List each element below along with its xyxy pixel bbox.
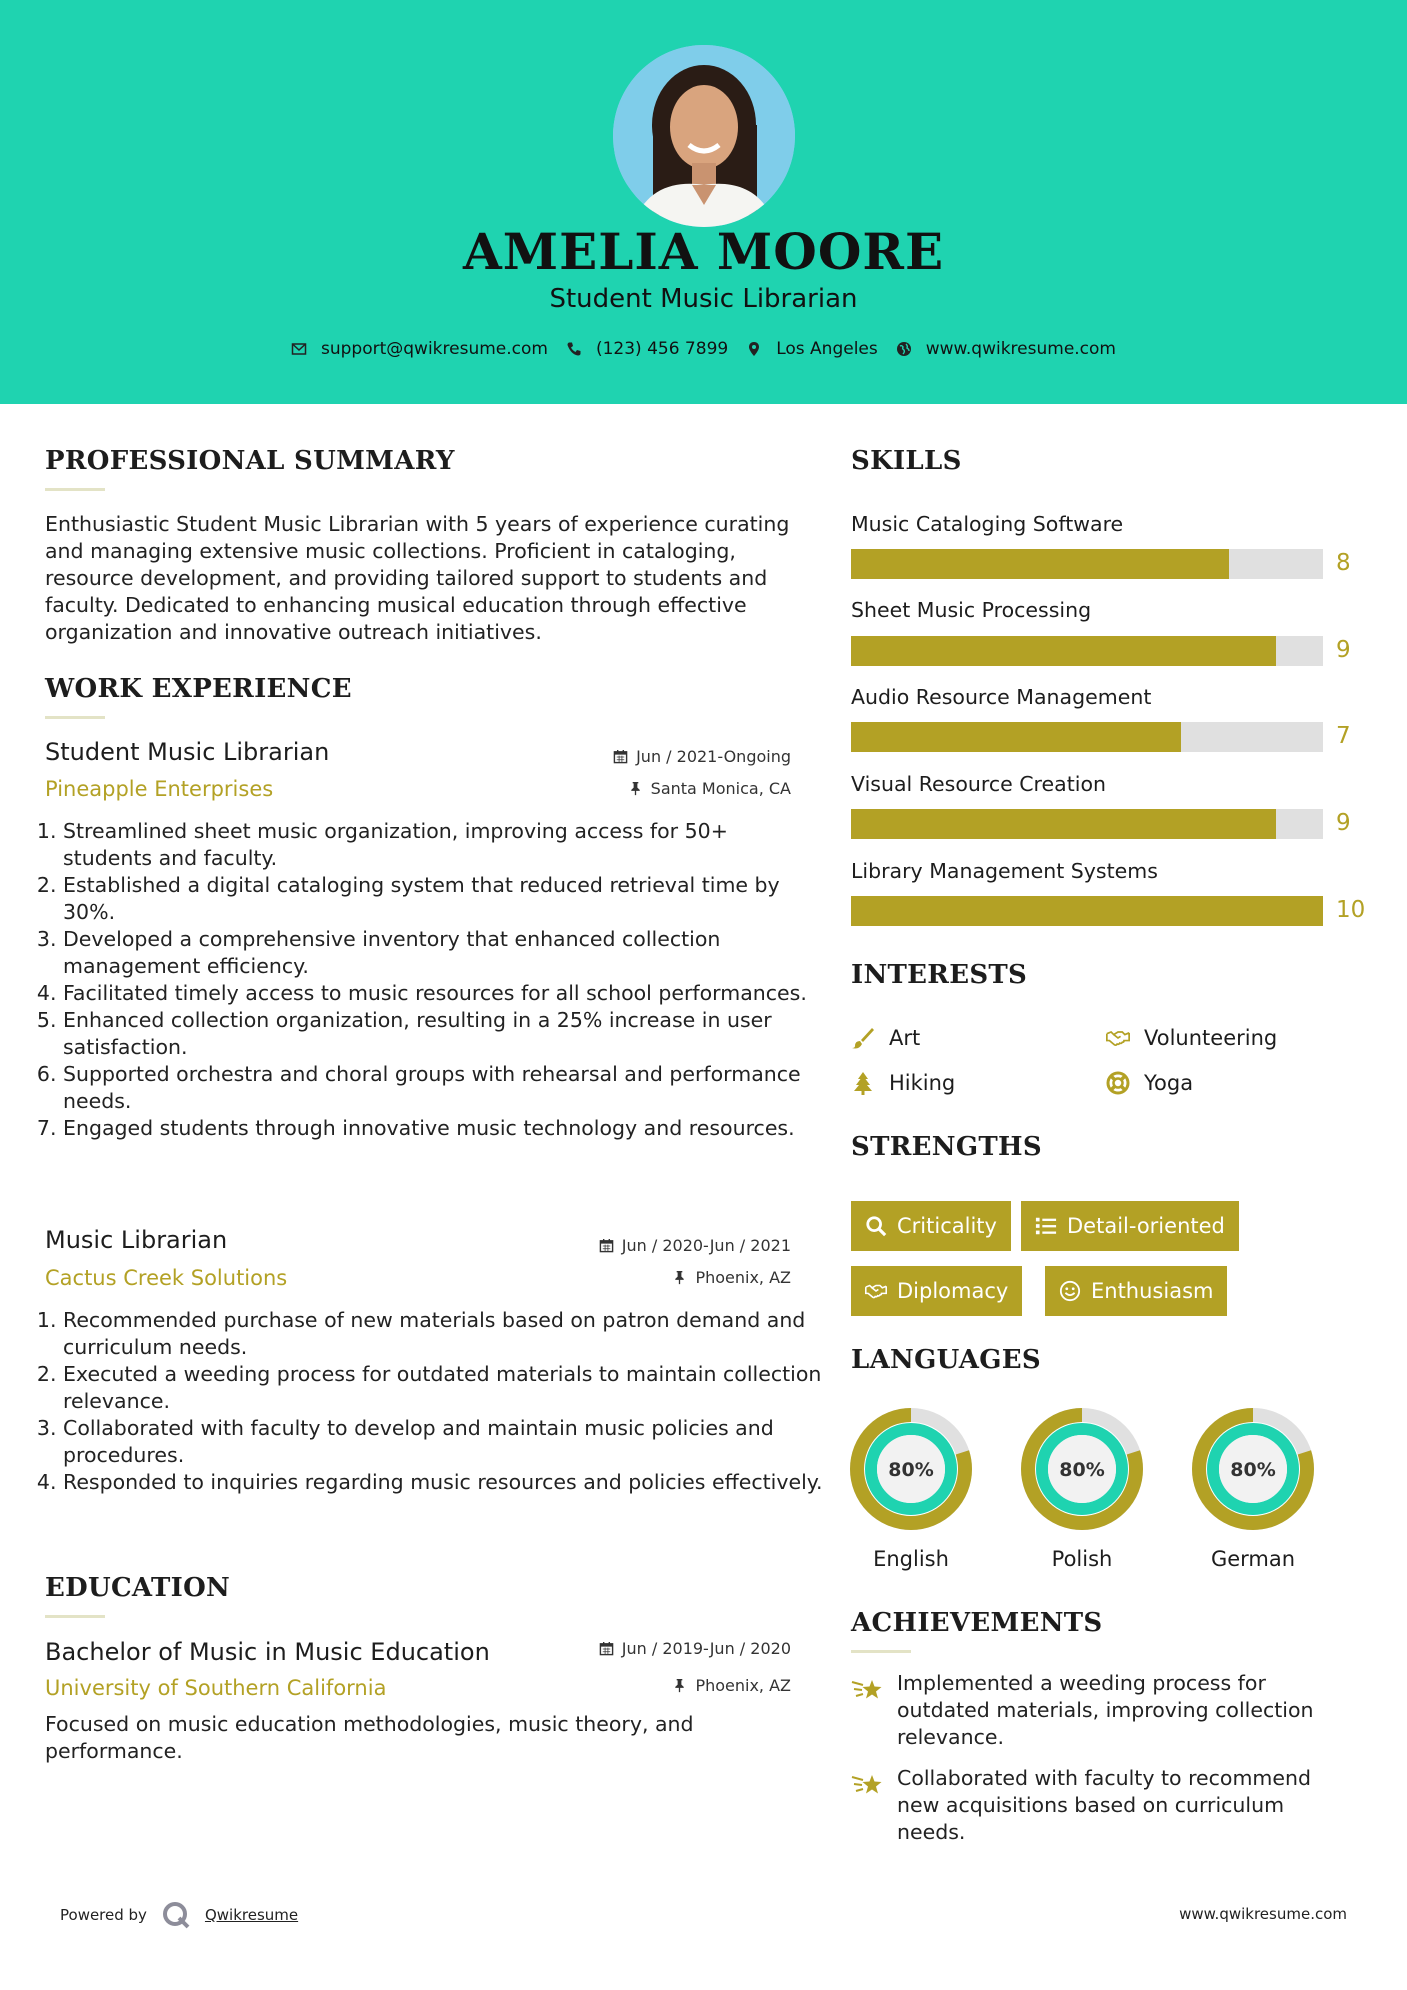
globe-icon xyxy=(896,341,912,357)
candidate-name: AMELIA MOORE xyxy=(462,222,945,281)
lifebuoy-icon xyxy=(1106,1071,1130,1095)
summary-heading: PROFESSIONAL SUMMARY xyxy=(45,446,455,476)
language-percent: 80% xyxy=(888,1459,934,1481)
envelope-icon xyxy=(291,341,307,357)
smile-icon xyxy=(1059,1280,1081,1302)
strength-chip xyxy=(851,1266,1022,1316)
job-responsibilities xyxy=(35,818,823,1142)
company-name: Pineapple Enterprises xyxy=(45,777,274,801)
list-item: 2. Established a digital cataloging system that reduced retrieval time by 30%. xyxy=(63,872,823,926)
search-icon xyxy=(865,1215,887,1237)
handshake-icon xyxy=(1106,1026,1130,1050)
interest-label: Art xyxy=(889,1026,921,1050)
skill-value: 8 xyxy=(1336,550,1351,576)
interest-label: Volunteering xyxy=(1144,1026,1278,1050)
footer-powered-by xyxy=(60,1900,298,1930)
calendar-icon xyxy=(599,1641,614,1656)
strength-label: Criticality xyxy=(897,1214,997,1238)
achievements-heading: ACHIEVEMENTS xyxy=(851,1608,1103,1638)
skill-label: Audio Resource Management xyxy=(851,685,1152,709)
experience-divider xyxy=(45,716,105,719)
interests-heading: INTERESTS xyxy=(851,960,1028,990)
interest-item xyxy=(1106,1026,1277,1050)
school-name: University of Southern California xyxy=(45,1676,387,1700)
job-dates-text: Jun / 2020-Jun / 2021 xyxy=(621,1236,791,1255)
contact-phone[interactable] xyxy=(566,339,728,359)
skills-heading: SKILLS xyxy=(851,446,962,476)
list-item: 6. Supported orchestra and choral groups with rehearsal and performance needs. xyxy=(63,1061,823,1115)
phone-text: (123) 456 7899 xyxy=(595,339,729,359)
education-location-text: Phoenix, AZ xyxy=(695,1676,791,1695)
list-item: 3. Developed a comprehensive inventory that enhanced collection management efficiency. xyxy=(63,926,823,980)
skill-value: 9 xyxy=(1336,637,1351,663)
interest-label: Yoga xyxy=(1144,1071,1194,1095)
language-donut xyxy=(1020,1407,1144,1531)
contact-email[interactable] xyxy=(291,339,548,359)
header-banner xyxy=(0,0,1407,404)
pushpin-icon xyxy=(672,1270,687,1285)
language-item xyxy=(1020,1407,1144,1571)
list-item: 4. Responded to inquiries regarding music resources and policies effectively. xyxy=(63,1469,823,1496)
languages-heading: LANGUAGES xyxy=(851,1345,1041,1375)
summary-text: Enthusiastic Student Music Librarian with 5 years of experience curating and managing extensive music collections. Proficient in cataloging, resource development, and providing tailored support to students and faculty. Dedicated to enhancing musical education through effective organization and innovative outreach initiatives. xyxy=(45,512,790,644)
tree-icon xyxy=(851,1071,875,1095)
email-text: support@qwikresume.com xyxy=(321,339,548,359)
qwikresume-logo-icon[interactable] xyxy=(161,1900,191,1930)
list-item: 1. Streamlined sheet music organization, improving access for 50+ students and faculty. xyxy=(63,818,823,872)
strengths-heading: STRENGTHS xyxy=(851,1132,1042,1162)
strength-label: Enthusiasm xyxy=(1091,1279,1214,1303)
achievement-item xyxy=(851,1765,1341,1846)
contact-location xyxy=(746,339,878,359)
achievement-text: Implemented a weeding process for outdated materials, improving collection relevance. xyxy=(897,1671,1314,1749)
strength-label: Diplomacy xyxy=(897,1279,1009,1303)
job-dates-text: Jun / 2021-Ongoing xyxy=(636,747,791,766)
degree-title: Bachelor of Music in Music Education xyxy=(45,1638,490,1666)
job-title: Student Music Librarian xyxy=(45,738,330,766)
education-heading: EDUCATION xyxy=(45,1573,231,1603)
skill-label: Visual Resource Creation xyxy=(851,772,1106,796)
skill-bar xyxy=(851,809,1323,839)
job-dates xyxy=(471,747,791,766)
skill-label: Library Management Systems xyxy=(851,859,1158,883)
interest-item xyxy=(851,1071,955,1095)
pushpin-icon xyxy=(672,1678,687,1693)
list-item: 1. Recommended purchase of new materials based on patron demand and curriculum needs. xyxy=(63,1307,823,1361)
calendar-icon xyxy=(613,749,628,764)
interest-label: Hiking xyxy=(889,1071,956,1095)
skill-bar-fill xyxy=(851,809,1276,839)
language-name: German xyxy=(1210,1547,1296,1571)
skill-bar-fill xyxy=(851,636,1276,666)
skill-value: 10 xyxy=(1336,897,1366,923)
handshake-icon xyxy=(865,1280,887,1302)
education-description: Focused on music education methodologies, music theory, and performance. xyxy=(45,1712,694,1763)
job-responsibilities xyxy=(35,1307,823,1496)
interest-item xyxy=(851,1026,920,1050)
strength-label: Detail-oriented xyxy=(1067,1214,1225,1238)
strength-chip xyxy=(1045,1266,1227,1316)
qwikresume-link[interactable]: Qwikresume xyxy=(204,1906,299,1924)
language-percent: 80% xyxy=(1059,1459,1105,1481)
list-item: 3. Collaborated with faculty to develop and maintain music policies and procedures. xyxy=(63,1415,823,1469)
shooting-star-icon xyxy=(851,1674,885,1704)
paintbrush-icon xyxy=(851,1026,875,1050)
powered-by-text: Powered by xyxy=(60,1906,147,1924)
language-item xyxy=(849,1407,973,1571)
contact-website[interactable] xyxy=(896,339,1116,359)
map-marker-icon xyxy=(746,341,762,357)
skill-bar-fill xyxy=(851,896,1323,926)
profile-photo xyxy=(613,45,795,227)
skill-bar xyxy=(851,722,1323,752)
skill-bar xyxy=(851,549,1323,579)
list-item: 5. Enhanced collection organization, resulting in a 25% increase in user satisfaction. xyxy=(63,1007,823,1061)
calendar-icon xyxy=(599,1238,614,1253)
candidate-role: Student Music Librarian xyxy=(549,284,858,314)
achievement-text: Collaborated with faculty to recommend new acquisitions based on curriculum needs. xyxy=(897,1766,1312,1844)
language-donut xyxy=(1191,1407,1315,1531)
experience-heading: WORK EXPERIENCE xyxy=(45,674,352,704)
list-item: 2. Executed a weeding process for outdated materials to maintain collection relevance. xyxy=(63,1361,823,1415)
pushpin-icon xyxy=(628,781,643,796)
job-location xyxy=(471,1268,791,1287)
language-name: Polish xyxy=(1051,1547,1113,1571)
education-dates xyxy=(471,1639,791,1658)
achievements-divider xyxy=(851,1650,911,1653)
contact-bar xyxy=(0,339,1407,359)
website-text: www.qwikresume.com xyxy=(925,339,1116,359)
skill-bar-fill xyxy=(851,549,1229,579)
education-divider xyxy=(45,1615,105,1618)
summary-divider xyxy=(45,488,105,491)
list-item: 7. Engaged students through innovative music technology and resources. xyxy=(63,1115,823,1142)
phone-icon xyxy=(566,341,582,357)
education-location xyxy=(471,1676,791,1695)
skill-value: 7 xyxy=(1336,723,1351,749)
job-dates xyxy=(471,1236,791,1255)
language-name: English xyxy=(873,1547,949,1571)
job-location-text: Phoenix, AZ xyxy=(695,1268,791,1287)
skill-bar-fill xyxy=(851,722,1181,752)
job-title: Music Librarian xyxy=(45,1226,228,1254)
skill-label: Sheet Music Processing xyxy=(851,598,1092,622)
strength-chip xyxy=(851,1201,1011,1251)
language-item xyxy=(1191,1407,1315,1571)
footer-website[interactable]: www.qwikresume.com xyxy=(1179,1905,1347,1923)
list-icon xyxy=(1035,1215,1057,1237)
skill-value: 9 xyxy=(1336,810,1351,836)
strength-chip xyxy=(1021,1201,1239,1251)
interest-item xyxy=(1106,1071,1193,1095)
education-dates-text: Jun / 2019-Jun / 2020 xyxy=(621,1639,791,1658)
shooting-star-icon xyxy=(851,1769,885,1799)
language-percent: 80% xyxy=(1230,1459,1276,1481)
skill-bar xyxy=(851,636,1323,666)
company-name: Cactus Creek Solutions xyxy=(45,1266,288,1290)
skill-label: Music Cataloging Software xyxy=(851,512,1124,536)
location-text: Los Angeles xyxy=(776,339,878,359)
skill-bar xyxy=(851,896,1323,926)
job-location xyxy=(471,779,791,798)
language-donut xyxy=(849,1407,973,1531)
achievement-item xyxy=(851,1670,1341,1751)
job-location-text: Santa Monica, CA xyxy=(650,779,791,798)
list-item: 4. Facilitated timely access to music resources for all school performances. xyxy=(63,980,823,1007)
